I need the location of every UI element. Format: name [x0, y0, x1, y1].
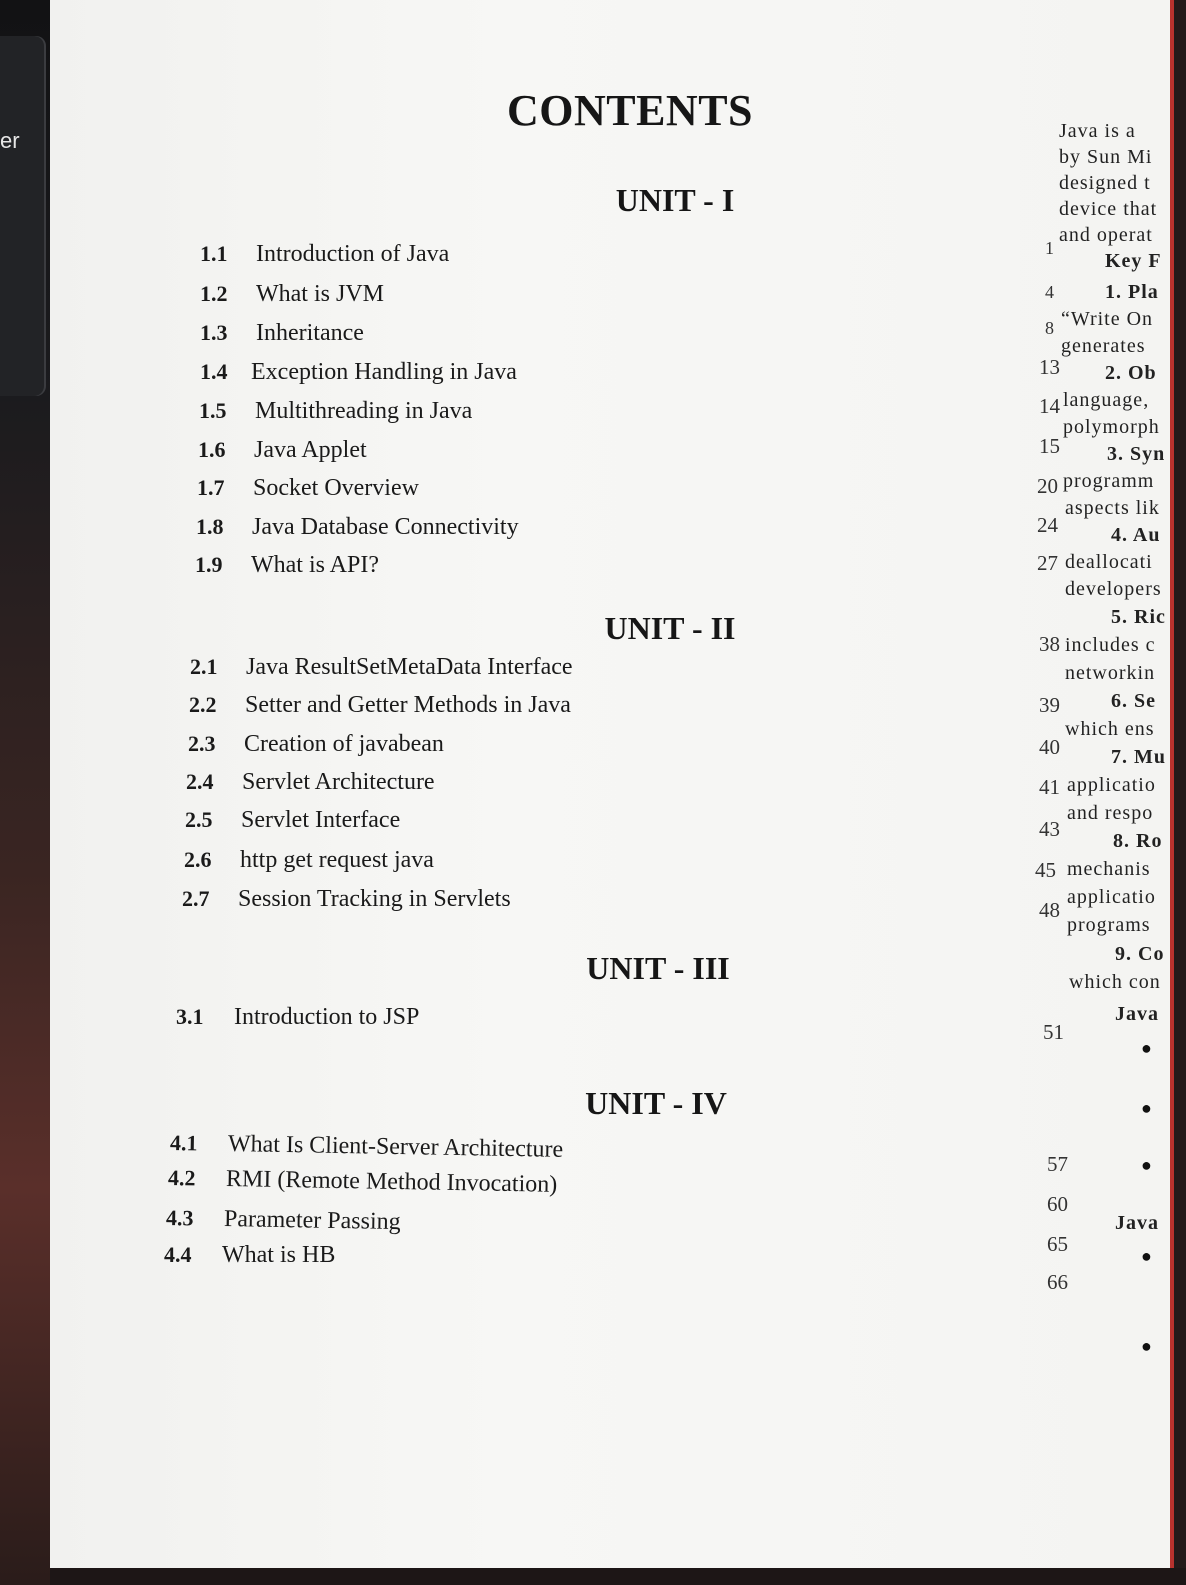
adjacent-text-line: aspects lik — [1065, 497, 1160, 519]
toc-item[interactable] — [197, 475, 419, 502]
toc-item-number: 1.9 — [195, 552, 223, 577]
adjacent-text-line: 5. Ric — [1111, 606, 1166, 628]
adjacent-text-line: 6. Se — [1111, 690, 1156, 712]
toc-item[interactable] — [195, 552, 379, 579]
toc-item-number: 2.5 — [185, 807, 213, 832]
unit-heading-4: UNIT - IV — [585, 1085, 727, 1121]
adjacent-text-line: designed t — [1059, 172, 1151, 194]
toc-item[interactable] — [166, 1205, 401, 1236]
page-number: 41 — [1039, 775, 1060, 799]
page-number: 40 — [1039, 735, 1060, 759]
toc-item-number: 4.1 — [169, 1130, 198, 1156]
toc-item[interactable] — [186, 769, 435, 796]
adjacent-text-line: Java — [1115, 1003, 1159, 1025]
unit-heading-1: UNIT - I — [615, 182, 735, 218]
toc-item-title: Parameter Passing — [223, 1206, 401, 1236]
background-right — [1174, 0, 1186, 1585]
adjacent-text-line: 9. Co — [1115, 943, 1165, 965]
toc-item-title: Introduction to JSP — [234, 1004, 420, 1030]
toc-item[interactable] — [164, 1242, 335, 1269]
toc-item-title: What is HB — [222, 1242, 336, 1268]
page-number: 4 — [1045, 282, 1054, 302]
toc-item-number: 2.4 — [186, 769, 214, 794]
toc-item-number: 1.4 — [200, 359, 228, 384]
toc-item-number: 1.8 — [196, 514, 224, 539]
adjacent-text-line: programm — [1063, 470, 1155, 492]
toc-item-number: 1.2 — [200, 281, 228, 306]
unit-heading-2: UNIT - II — [604, 610, 736, 646]
page-number: 51 — [1043, 1020, 1064, 1044]
adjacent-text-line: device that — [1059, 198, 1158, 220]
toc-item-title: Servlet Architecture — [242, 769, 435, 795]
page-number: 38 — [1039, 632, 1060, 656]
toc-item-title: Introduction of Java — [256, 241, 450, 267]
adjacent-text-line: which con — [1069, 971, 1161, 993]
bullet-icon: ● — [1141, 1098, 1152, 1118]
toc-item[interactable] — [200, 320, 364, 347]
toc-item-number: 1.5 — [199, 398, 227, 423]
toc-item[interactable] — [176, 1004, 419, 1031]
toc-item[interactable] — [185, 807, 400, 834]
toc-item-number: 2.7 — [182, 886, 210, 911]
adjacent-text-line: 7. Mu — [1111, 746, 1166, 768]
toc-item[interactable] — [200, 359, 517, 386]
toc-item[interactable] — [196, 514, 519, 541]
adjacent-text-line: Java — [1115, 1212, 1159, 1234]
bullet-icon: ● — [1141, 1246, 1152, 1266]
page-number: 13 — [1039, 355, 1060, 379]
toc-item-title: What is JVM — [256, 281, 384, 307]
toc-item-title: RMI (Remote Method Invocation) — [225, 1166, 558, 1198]
page-number: 60 — [1047, 1192, 1068, 1216]
page-number: 15 — [1039, 434, 1060, 458]
adjacent-text-line: and respo — [1067, 802, 1154, 824]
toc-item-number: 3.1 — [176, 1004, 204, 1029]
toc-item[interactable] — [189, 692, 571, 719]
toc-item-number: 2.2 — [189, 692, 217, 717]
toc-item-title: What is API? — [251, 552, 379, 578]
adjacent-text-line: networkin — [1065, 662, 1156, 684]
adjacent-page — [1035, 0, 1185, 1568]
toc-item-number: 2.6 — [184, 847, 212, 872]
toc-item-title: Inheritance — [256, 320, 364, 346]
toc-item[interactable] — [188, 731, 444, 758]
page-number: 8 — [1045, 318, 1054, 338]
toc-item-title: Socket Overview — [253, 475, 419, 501]
page-number: 48 — [1039, 898, 1060, 922]
device-edge-text: er — [0, 128, 20, 153]
adjacent-text-line: 4. Au — [1111, 524, 1161, 546]
toc-item-number: 1.6 — [198, 437, 226, 462]
page-number: 45 — [1035, 858, 1056, 882]
device-bezel — [0, 36, 46, 396]
adjacent-text-line: programs — [1067, 914, 1151, 936]
adjacent-text-line: and operat — [1059, 224, 1153, 246]
bullet-icon: ● — [1141, 1038, 1152, 1058]
toc-item[interactable] — [200, 281, 384, 308]
toc-item[interactable] — [184, 847, 434, 874]
adjacent-text-line: polymorph — [1063, 416, 1160, 438]
adjacent-text-line: language, — [1063, 389, 1150, 411]
toc-item-number: 2.1 — [190, 654, 218, 679]
page-number: 66 — [1047, 1270, 1068, 1294]
toc-item-title: What Is Client-Server Architecture — [227, 1131, 564, 1163]
adjacent-text-line: applicatio — [1067, 886, 1156, 908]
toc-item[interactable] — [170, 1130, 564, 1164]
adjacent-text-line: Key F — [1105, 250, 1162, 272]
toc-item[interactable] — [168, 1165, 558, 1199]
adjacent-text-line: includes c — [1065, 634, 1156, 656]
toc-item-number: 4.3 — [165, 1205, 194, 1231]
page-number: 57 — [1047, 1152, 1068, 1176]
adjacent-text-line: “Write On — [1061, 308, 1154, 330]
toc-item[interactable] — [199, 398, 472, 425]
toc-item-number: 1.1 — [200, 241, 228, 266]
bullet-icon: ● — [1141, 1155, 1152, 1175]
toc-item-title: Java ResultSetMetaData Interface — [246, 654, 573, 680]
contents-page — [50, 0, 1186, 1568]
adjacent-text-line: 2. Ob — [1105, 362, 1157, 384]
toc-item-number: 1.3 — [200, 320, 228, 345]
toc-item-title: Creation of javabean — [244, 731, 444, 757]
adjacent-text-line: by Sun Mi — [1059, 146, 1153, 168]
toc-item-number: 2.3 — [188, 731, 216, 756]
page-title: CONTENTS — [506, 86, 754, 135]
background-bottom — [50, 1568, 1186, 1585]
adjacent-text-line: 3. Syn — [1107, 443, 1166, 465]
page-number: 65 — [1047, 1232, 1068, 1256]
adjacent-text-line: deallocati — [1065, 551, 1153, 573]
adjacent-text-line: 1. Pla — [1105, 281, 1159, 303]
toc-item-title: Java Database Connectivity — [252, 514, 519, 540]
toc-item-title: Java Applet — [254, 437, 367, 463]
toc-item-number: 4.2 — [167, 1165, 196, 1191]
toc-item[interactable] — [190, 654, 573, 681]
page-number: 20 — [1037, 474, 1058, 498]
toc-item-number: 4.4 — [164, 1242, 192, 1267]
page-number: 24 — [1037, 513, 1058, 537]
toc-item-title: Exception Handling in Java — [251, 359, 517, 385]
toc-item[interactable] — [182, 886, 511, 913]
toc-item-title: Setter and Getter Methods in Java — [245, 692, 571, 718]
toc-item-title: Session Tracking in Servlets — [238, 886, 511, 912]
toc-item-number: 1.7 — [197, 475, 225, 500]
bullet-icon: ● — [1141, 1336, 1152, 1356]
adjacent-text-line: applicatio — [1067, 774, 1156, 796]
toc-item[interactable] — [198, 437, 367, 464]
unit-heading-3: UNIT - III — [586, 950, 730, 986]
adjacent-text-line: generates — [1061, 335, 1146, 357]
adjacent-text-line: Java is a — [1059, 120, 1136, 142]
adjacent-text-line: which ens — [1065, 718, 1155, 740]
toc-item-title: Multithreading in Java — [255, 398, 473, 424]
page-number: 43 — [1039, 817, 1060, 841]
toc-item-title: http get request java — [240, 847, 434, 873]
page-number: 27 — [1037, 551, 1058, 575]
adjacent-text-line: developers — [1065, 578, 1162, 600]
page-number: 14 — [1039, 394, 1060, 418]
adjacent-text-line: 8. Ro — [1113, 830, 1163, 852]
adjacent-text-line: mechanis — [1067, 858, 1151, 880]
page-number: 39 — [1039, 693, 1060, 717]
toc-item[interactable] — [200, 241, 449, 268]
page-number: 1 — [1045, 238, 1054, 258]
toc-item-title: Servlet Interface — [241, 807, 401, 833]
